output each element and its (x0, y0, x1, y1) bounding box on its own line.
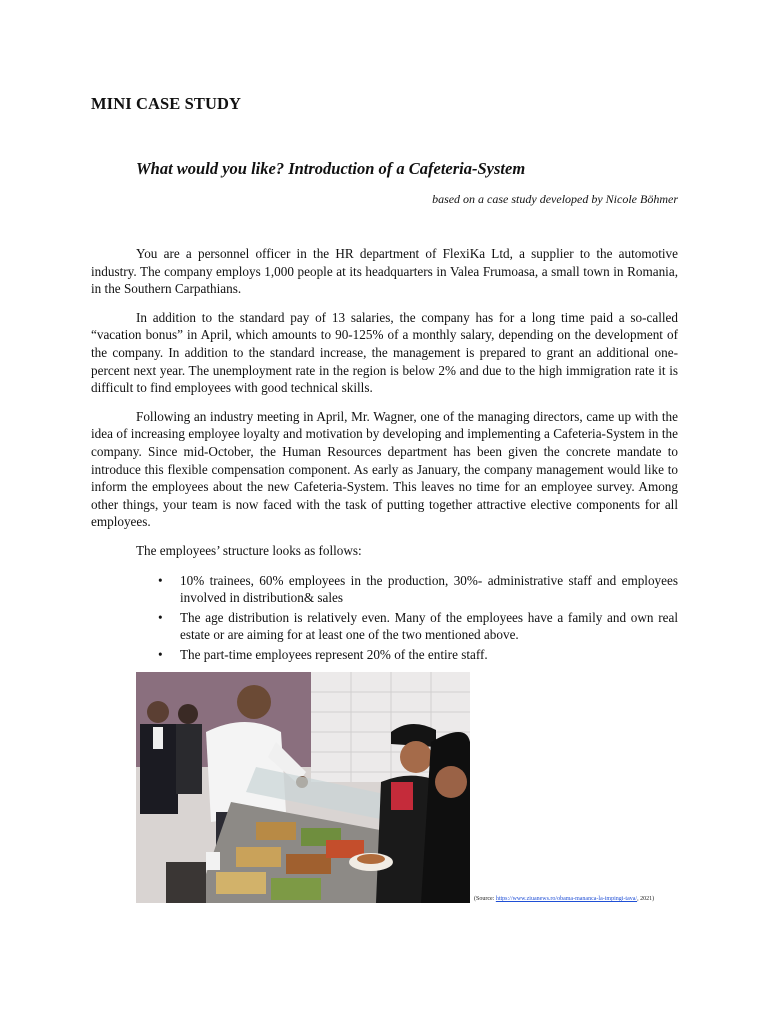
case-study-title: What would you like? Introduction of a Cafeteria-System (136, 159, 526, 178)
source-suffix: , 2021) (637, 896, 655, 902)
paragraph: In addition to the standard pay of 13 salaries, the company has for a long time paid a so-called “vacation bonus” in April, which amounts to 90-125% of a monthly salary, depending on the development of the company. In addition to the standard increase, the management is prepared to grant an additional one-percent next year. The unemployment rate in the region is below 2% and due to the high immigration rate it is difficult to find employees with good technical skills. (91, 309, 678, 396)
bullet-icon: • (158, 609, 163, 625)
list-item-text: 10% trainees, 60% employees in the production, 30%- administrative staff and employees involved in distribution& sales (180, 572, 678, 606)
structure-intro: The employees’ structure looks as follows: (136, 542, 362, 558)
structure-list (91, 572, 678, 664)
cafeteria-photo (136, 672, 470, 903)
source-prefix: (Source: (474, 896, 496, 902)
source-link[interactable]: https://www.ziuanews.ro/obama-mananca-la-impingi-tava/ (495, 896, 638, 902)
case-study-heading: MINI CASE STUDY (91, 94, 242, 113)
list-item-text: The age distribution is relatively even. Many of the employees have a family and own real estate or are aiming for at least one of the two mentioned above. (180, 609, 678, 643)
paragraph: You are a personnel officer in the HR department of FlexiKa Ltd, a supplier to the automotive industry. The company employs 1,000 people at its headquarters in Valea Frumoasa, a small town in Romania, in the Southern Carpathians. (91, 246, 678, 297)
body-text (91, 245, 678, 665)
bullet-icon: • (158, 572, 163, 588)
list-item (91, 572, 678, 607)
paragraph: Following an industry meeting in April, Mr. Wagner, one of the managing directors, came up with the idea of increasing employee loyalty and motivation by developing and implementing a Cafeteria-System in the company. Since mid-October, the Human Resources department has been given the concrete mandate to introduce this flexible compensation component. As early as January, the company management would like to inform the employees about the new Cafeteria-System. This leaves no time for an employee survey. Among other things, your team is now faced with the task of putting together attractive elective components for all employees. (91, 408, 678, 530)
list-item (91, 646, 678, 664)
list-item-text: The part-time employees represent 20% of the entire staff. (180, 646, 488, 662)
image-source (474, 896, 654, 902)
bullet-icon: • (158, 646, 163, 662)
author-credit: based on a case study developed by Nicole Böhmer (432, 192, 678, 206)
list-item (91, 609, 678, 644)
